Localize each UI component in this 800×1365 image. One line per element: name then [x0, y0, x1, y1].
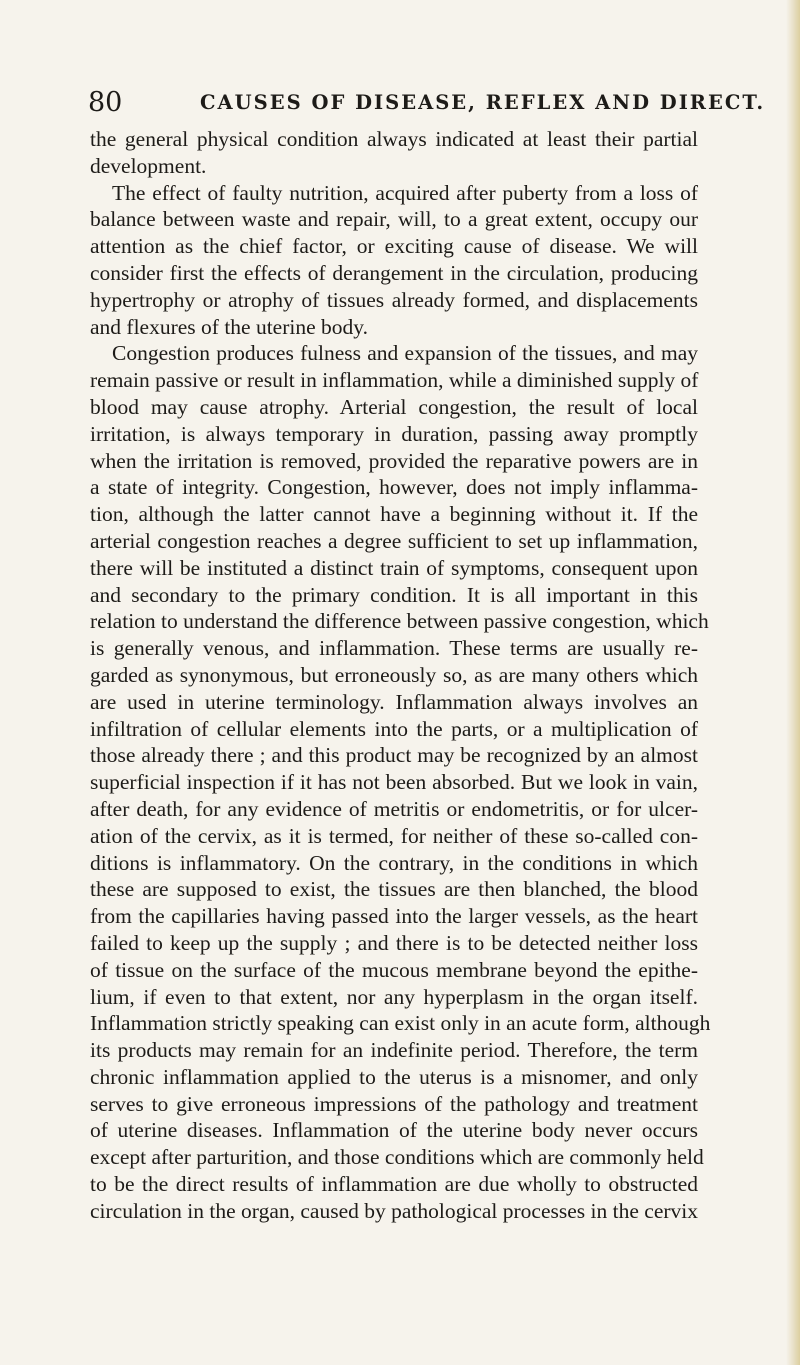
text-line: consider first the effects of derangement in the circulation, producing	[90, 260, 698, 285]
text-line: irritation, is always temporary in duration, passing away promptly	[90, 421, 698, 446]
text-line: infiltration of cellular elements into the parts, or a multiplication of	[90, 716, 698, 741]
page-number: 80	[88, 87, 123, 118]
text-line: arterial congestion reaches a degree sufficient to set up inflammation,	[90, 528, 698, 553]
body-text	[90, 126, 711, 1225]
text-line: garded as synonymous, but erroneously so, as are many others which	[90, 662, 698, 687]
text-line: balance between waste and repair, will, to a great extent, occupy our	[90, 207, 698, 232]
running-title: CAUSES OF DISEASE, REFLEX AND DIRECT.	[200, 91, 766, 114]
text-line: The effect of faulty nutrition, acquired after puberty from a loss of	[112, 180, 698, 205]
text-line: are used in uterine terminology. Inflammation always involves an	[90, 689, 698, 714]
text-line: remain passive or result in inflammation, while a diminished supply of	[90, 368, 699, 393]
text-line: these are supposed to exist, the tissues are then blanched, the blood	[90, 877, 698, 902]
text-line: the general physical condition always indicated at least their partial	[90, 127, 698, 151]
text-line: Inflammation strictly speaking can exist only in an acute form, although	[90, 1011, 711, 1036]
text-line: ditions is inflammatory. On the contrary, in the conditions in which	[90, 850, 698, 875]
text-line: and secondary to the primary condition. It is all important in this	[90, 582, 698, 607]
text-line: development.	[90, 153, 207, 178]
text-line: superficial inspection if it has not been absorbed. But we look in vain,	[90, 770, 698, 795]
text-line: ation of the cervix, as it is termed, for neither of these so-called con-	[90, 823, 698, 848]
text-line: of uterine diseases. Inflammation of the uterine body never occurs	[90, 1118, 698, 1143]
text-line: attention as the chief factor, or exciting cause of disease. We will	[90, 234, 698, 259]
text-line: circulation in the organ, caused by pathological processes in the cervix	[90, 1198, 698, 1223]
text-line: except after parturition, and those conditions which are commonly held	[90, 1145, 704, 1170]
text-line: to be the direct results of inflammation are due wholly to obstructed	[90, 1172, 698, 1197]
text-line: relation to understand the difference between passive congestion, which	[90, 609, 709, 634]
text-line: is generally venous, and inflammation. These terms are usually re-	[90, 636, 698, 661]
text-line: a state of integrity. Congestion, however, does not imply inflamma-	[90, 475, 698, 500]
text-line: those already there ; and this product may be recognized by an almost	[90, 743, 698, 768]
text-line: after death, for any evidence of metritis or endometritis, or for ulcer-	[90, 796, 698, 821]
text-line: of tissue on the surface of the mucous membrane beyond the epithe-	[90, 957, 698, 982]
text-line: blood may cause atrophy. Arterial congestion, the result of local	[90, 394, 698, 419]
text-line: there will be instituted a distinct train of symptoms, consequent upon	[90, 555, 698, 580]
text-line: lium, if even to that extent, nor any hyperplasm in the organ itself.	[90, 984, 698, 1009]
page-edge-shadow	[786, 0, 800, 1365]
text-line: and flexures of the uterine body.	[90, 314, 369, 339]
text-line: hypertrophy or atrophy of tissues already formed, and displacements	[90, 287, 698, 312]
text-line: from the capillaries having passed into the larger vessels, as the heart	[90, 904, 698, 929]
text-line: when the irritation is removed, provided the reparative powers are in	[90, 448, 698, 473]
text-line: chronic inflammation applied to the uterus is a misnomer, and only	[90, 1064, 698, 1089]
page-header	[88, 86, 766, 120]
text-line: Congestion produces fulness and expansion of the tissues, and may	[112, 341, 698, 366]
text-line: serves to give erroneous impressions of the pathology and treatment	[90, 1091, 698, 1116]
text-line: failed to keep up the supply ; and there is to be detected neither loss	[90, 930, 698, 955]
text-line: tion, although the latter cannot have a beginning without it. If the	[90, 502, 698, 527]
text-line: its products may remain for an indefinite period. Therefore, the term	[90, 1038, 698, 1063]
